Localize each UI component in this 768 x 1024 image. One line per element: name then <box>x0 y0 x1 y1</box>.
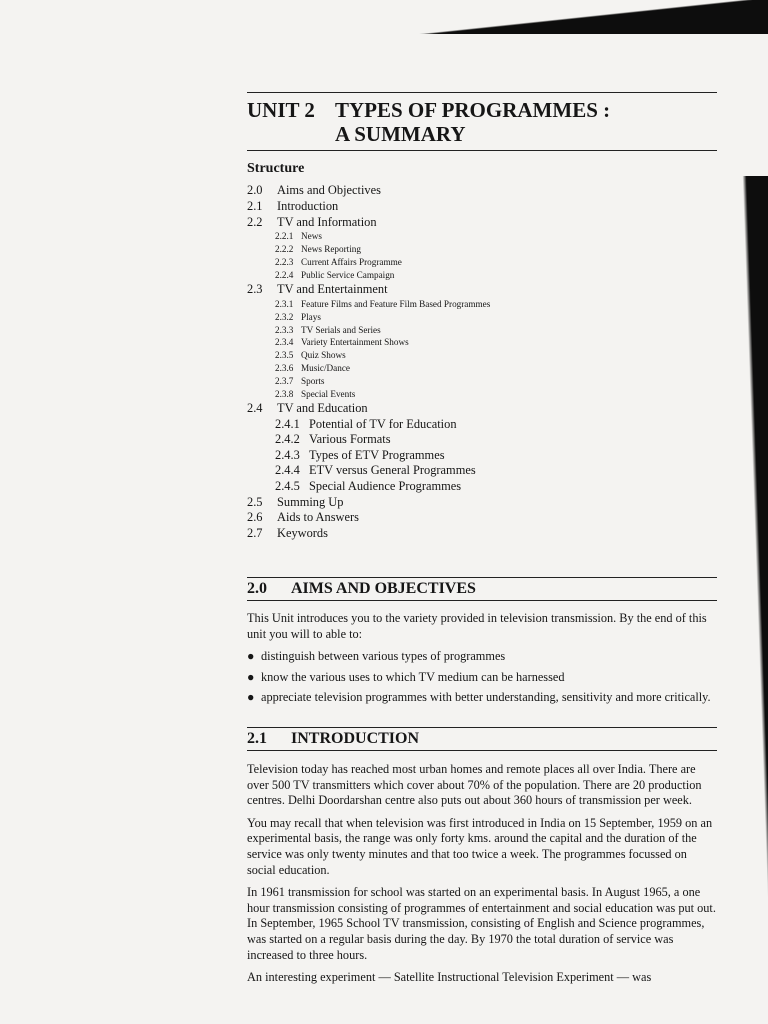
toc-entry-label: Quiz Shows <box>301 350 346 361</box>
toc-entry-label: TV Serials and Series <box>301 324 381 335</box>
toc-entry-label: Summing Up <box>277 494 344 509</box>
bullet-icon: ● <box>247 669 255 684</box>
section-heading-aims <box>247 578 717 600</box>
bullet-text: appreciate television programmes with better understanding, sensitivity and more critically. <box>261 690 711 705</box>
toc-entry-number: 2.7 <box>247 526 263 541</box>
toc-entry <box>247 311 717 324</box>
toc-entry-number: 2.4.1 <box>275 416 300 431</box>
bullet-icon: ● <box>247 649 255 664</box>
toc-entry-number: 2.3.1 <box>275 298 294 309</box>
toc-entry-number: 2.3 <box>247 281 263 296</box>
toc-entry <box>247 448 717 464</box>
toc-entry <box>247 417 717 433</box>
unit-title-line2: A SUMMARY <box>335 122 466 146</box>
toc-entry-number: 2.2.2 <box>275 244 294 255</box>
toc-entry <box>247 362 717 375</box>
toc-entry <box>247 256 717 269</box>
toc-entry-label: Sports <box>301 376 325 387</box>
toc-entry-number: 2.4.2 <box>275 432 300 447</box>
scan-shadow-right <box>734 176 768 1024</box>
bullet-text: know the various uses to which TV medium can be harnessed <box>261 669 565 684</box>
title-rule-bottom <box>247 150 717 151</box>
unit-title <box>247 98 717 146</box>
scan-shadow-top <box>360 0 768 34</box>
section-title: INTRODUCTION <box>291 730 420 747</box>
toc-entry-label: Aids to Answers <box>277 510 359 525</box>
toc-entry-label: Current Affairs Programme <box>301 257 402 268</box>
toc-entry <box>247 375 717 388</box>
toc-entry-label: Potential of TV for Education <box>309 416 457 431</box>
toc-entry-number: 2.3.4 <box>275 337 294 348</box>
bullet-text: distinguish between various types of programmes <box>261 649 506 664</box>
section-number: 2.1 <box>247 730 267 747</box>
body-paragraph: Television today has reached most urban homes and remote places all over India. There are over 500 TV transmitters which cover about 70% of the population. There are 20 production centres. Delhi Doordarshan centre also puts out about 360 hours of transmission per week. <box>247 762 702 808</box>
toc-entry-label: Public Service Campaign <box>301 270 395 281</box>
aims-rule-bottom <box>247 600 717 601</box>
toc-entry-label: TV and Entertainment <box>277 281 388 296</box>
toc-entry-number: 2.2.3 <box>275 257 294 268</box>
toc-entry-number: 2.1 <box>247 198 263 213</box>
body-paragraph: An interesting experiment — Satellite Instructional Television Experiment — was <box>247 970 652 985</box>
toc-entry-label: Various Formats <box>309 432 391 447</box>
toc-entry <box>247 183 717 199</box>
toc-entry-number: 2.5 <box>247 494 263 509</box>
toc-entry-number: 2.3.6 <box>275 363 294 374</box>
list-item <box>247 670 717 686</box>
toc-entry-number: 2.3.2 <box>275 311 294 322</box>
document-page <box>247 84 717 993</box>
toc-entry-label: Types of ETV Programmes <box>309 447 445 462</box>
toc-entry <box>247 495 717 511</box>
unit-title-line1: TYPES OF PROGRAMMES : <box>335 98 611 122</box>
aims-intro: This Unit introduces you to the variety provided in television transmission. By the end of this unit you will to able to: <box>247 611 707 641</box>
toc-entry <box>247 349 717 362</box>
toc-entry-number: 2.2.1 <box>275 231 294 242</box>
toc-entry <box>247 510 717 526</box>
list-item <box>247 690 717 706</box>
section-title: AIMS AND OBJECTIVES <box>291 580 476 598</box>
toc-entry <box>247 526 717 542</box>
toc-entry-label: Music/Dance <box>301 363 350 374</box>
toc-entry <box>247 199 717 215</box>
toc-entry-label: Special Audience Programmes <box>309 479 462 494</box>
toc-entry-label: Feature Films and Feature Film Based Programmes <box>301 298 491 309</box>
toc-entry-label: Plays <box>301 311 321 322</box>
section-heading-introduction <box>247 728 717 750</box>
toc-entry-number: 2.3.5 <box>275 350 294 361</box>
toc-entry <box>247 215 717 231</box>
toc-entry <box>247 298 717 311</box>
toc-entry-label: News <box>301 231 322 242</box>
toc-entry-number: 2.4.5 <box>275 479 300 494</box>
toc-entry-number: 2.4 <box>247 400 263 415</box>
toc-entry-number: 2.3.8 <box>275 388 294 399</box>
toc-entry <box>247 401 717 417</box>
body-paragraph: You may recall that when television was first introduced in India on 15 September, 1959 on an experimental basis, the range was only forty kms. around the capital and the duration of the service was only twenty minutes and that too twice a week. The programmes focussed on social education. <box>247 815 713 877</box>
list-item <box>247 649 717 665</box>
toc-entry <box>247 243 717 256</box>
toc-entry-number: 2.2.4 <box>275 270 294 281</box>
toc-entry-label: TV and Education <box>277 400 368 415</box>
section-number: 2.0 <box>247 580 267 598</box>
toc-entry-label: Variety Entertainment Shows <box>301 337 409 348</box>
body-paragraph: In 1961 transmission for school was started on an experimental basis. In August 1965, a one hour transmission consisting of programmes of entertainment and social education was put out. In September, 1965 School TV transmission, consisting of English and Science programmes, was started on a regular basis during the day. By 1970 the total duration of service was increased to three hours. <box>247 885 716 962</box>
toc-entry-number: 2.6 <box>247 510 263 525</box>
table-of-contents <box>247 183 717 542</box>
toc-entry-number: 2.4.4 <box>275 463 300 478</box>
toc-entry-label: Keywords <box>277 526 328 541</box>
unit-number: UNIT 2 <box>247 98 315 122</box>
toc-entry <box>247 479 717 495</box>
toc-entry-label: Aims and Objectives <box>277 183 381 197</box>
toc-entry <box>247 336 717 349</box>
toc-entry-number: 2.3.7 <box>275 376 294 387</box>
toc-entry <box>247 324 717 337</box>
toc-entry-label: Special Events <box>301 388 356 399</box>
toc-entry-label: News Reporting <box>301 244 361 255</box>
structure-heading: Structure <box>247 161 305 176</box>
bullet-icon: ● <box>247 690 255 705</box>
toc-entry-number: 2.0 <box>247 183 263 197</box>
intro-rule-bottom <box>247 750 717 751</box>
toc-entry-label: ETV versus General Programmes <box>309 463 476 478</box>
toc-entry <box>247 432 717 448</box>
introduction-body <box>247 762 717 986</box>
toc-entry-label: Introduction <box>277 198 339 213</box>
toc-entry-number: 2.2 <box>247 214 263 229</box>
title-rule-top <box>247 92 717 93</box>
toc-entry-label: TV and Information <box>277 214 377 229</box>
toc-entry <box>247 282 717 298</box>
toc-entry-number: 2.4.3 <box>275 447 300 462</box>
toc-entry <box>247 269 717 282</box>
toc-entry <box>247 388 717 401</box>
toc-entry <box>247 463 717 479</box>
aims-bullet-list <box>247 649 717 706</box>
toc-entry-number: 2.3.3 <box>275 324 294 335</box>
toc-entry <box>247 230 717 243</box>
